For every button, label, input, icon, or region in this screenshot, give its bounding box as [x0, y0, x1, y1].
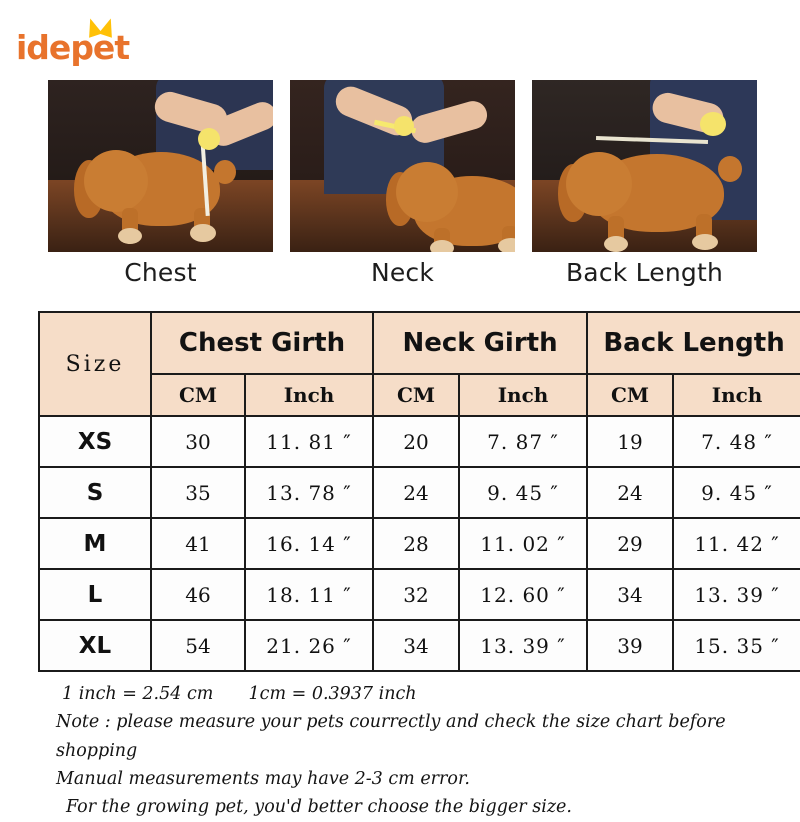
cell-back-cm: 24 [587, 467, 673, 518]
photo-caption-neck: Neck [370, 258, 435, 287]
note-conversion-inch: 1 inch = 2.54 cm [62, 684, 214, 704]
cell-size: L [39, 569, 151, 620]
cell-back-cm: 19 [587, 416, 673, 467]
subheader-back-inch: Inch [673, 374, 800, 416]
photo-cell-back-length [532, 80, 757, 287]
cell-size: XS [39, 416, 151, 467]
cell-back-cm: 34 [587, 569, 673, 620]
cell-back-cm: 39 [587, 620, 673, 671]
table-row [39, 620, 800, 671]
cell-size: XL [39, 620, 151, 671]
cell-neck-cm: 24 [373, 467, 459, 518]
note-conversion-cm: 1cm = 0.3937 inch [248, 684, 417, 704]
cell-neck-cm: 28 [373, 518, 459, 569]
photo-caption-back-length: Back Length [565, 258, 724, 287]
subheader-neck-cm: CM [373, 374, 459, 416]
cell-neck-cm: 34 [373, 620, 459, 671]
header-size: Size [39, 312, 151, 416]
cell-chest-cm: 41 [151, 518, 245, 569]
photo-cell-neck [290, 80, 515, 287]
header-neck-girth: Neck Girth [373, 312, 587, 374]
cell-chest-inch: 11. 81 ″ [245, 416, 373, 467]
cell-chest-inch: 21. 26 ″ [245, 620, 373, 671]
tape-measure-icon [700, 112, 726, 136]
dog-paw [692, 234, 718, 250]
dog-head [396, 162, 458, 222]
cell-chest-inch: 16. 14 ″ [245, 518, 373, 569]
size-chart-table [38, 311, 800, 672]
dog-head [566, 152, 632, 216]
dog-tail [214, 160, 236, 184]
photo-cell-chest [48, 80, 273, 287]
brand-logo [14, 16, 164, 66]
note-conversion [52, 680, 772, 708]
table-row [39, 467, 800, 518]
note-growing-pet: For the growing pet, you'd better choose the bigger size. [66, 797, 572, 818]
note-measure: Note : please measure your pets courrectly and check the size chart before shopping [56, 712, 726, 761]
photo-neck [290, 80, 515, 252]
table-header-row [39, 312, 800, 374]
measurement-photos [48, 80, 756, 287]
tape-measure-icon [394, 116, 414, 136]
cell-chest-cm: 54 [151, 620, 245, 671]
cell-back-inch: 9. 45 ″ [673, 467, 800, 518]
table-row [39, 416, 800, 467]
header-back-length: Back Length [587, 312, 800, 374]
cell-neck-inch: 13. 39 ″ [459, 620, 587, 671]
table-subheader-row [39, 374, 800, 416]
photo-caption-chest: Chest [124, 258, 197, 287]
cell-neck-inch: 12. 60 ″ [459, 569, 587, 620]
cell-back-cm: 29 [587, 518, 673, 569]
cell-chest-cm: 46 [151, 569, 245, 620]
cell-back-inch: 11. 42 ″ [673, 518, 800, 569]
cell-chest-inch: 18. 11 ″ [245, 569, 373, 620]
cell-chest-inch: 13. 78 ″ [245, 467, 373, 518]
dog-head [84, 150, 148, 212]
dog-paw [430, 240, 454, 252]
table-row [39, 569, 800, 620]
cell-neck-cm: 20 [373, 416, 459, 467]
cell-neck-inch: 11. 02 ″ [459, 518, 587, 569]
brand-name: idepet [16, 28, 130, 67]
dog-tail [718, 156, 742, 182]
cell-back-inch: 13. 39 ″ [673, 569, 800, 620]
cell-back-inch: 15. 35 ″ [673, 620, 800, 671]
photo-chest [48, 80, 273, 252]
notes-block [52, 680, 772, 822]
note-error: Manual measurements may have 2-3 cm error. [56, 769, 470, 790]
cell-back-inch: 7. 48 ″ [673, 416, 800, 467]
subheader-back-cm: CM [587, 374, 673, 416]
table-row [39, 518, 800, 569]
cell-size: S [39, 467, 151, 518]
subheader-neck-inch: Inch [459, 374, 587, 416]
subheader-chest-cm: CM [151, 374, 245, 416]
photo-back-length [532, 80, 757, 252]
dog-paw [604, 236, 628, 252]
dog-paw [190, 224, 216, 242]
dog-paw [118, 228, 142, 244]
cell-chest-cm: 30 [151, 416, 245, 467]
dog-paw [498, 238, 515, 252]
header-chest-girth: Chest Girth [151, 312, 373, 374]
cell-size: M [39, 518, 151, 569]
cell-neck-inch: 7. 87 ″ [459, 416, 587, 467]
cell-neck-inch: 9. 45 ″ [459, 467, 587, 518]
tape-measure-icon [198, 128, 220, 150]
cell-neck-cm: 32 [373, 569, 459, 620]
cell-chest-cm: 35 [151, 467, 245, 518]
subheader-chest-inch: Inch [245, 374, 373, 416]
